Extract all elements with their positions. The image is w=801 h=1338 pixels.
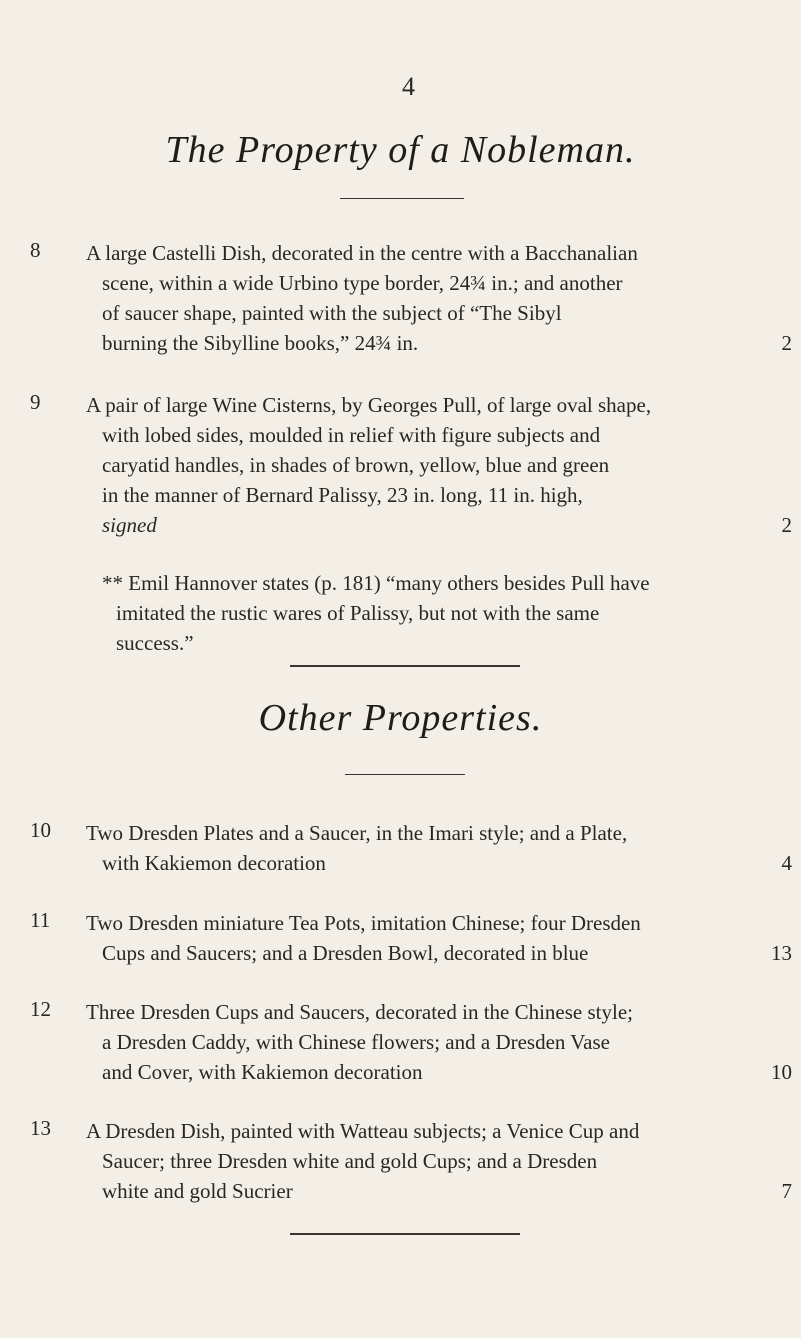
lot-line: A Dresden Dish, painted with Watteau subjects; a Venice Cup and — [86, 1119, 640, 1143]
lot-quantity: 7 — [781, 1179, 792, 1203]
lot-line: Saucer; three Dresden white and gold Cups; and a Dresden — [102, 1149, 598, 1173]
lot-quantity: 2 — [781, 513, 792, 537]
page-number: 4 — [402, 72, 415, 101]
lot-quantity: 2 — [781, 331, 792, 355]
lot-line: caryatid handles, in shades of brown, yellow, blue and green — [102, 453, 610, 477]
lot-quantity: 13 — [771, 941, 792, 965]
lot-line: with Kakiemon decoration — [102, 851, 326, 875]
lot-description — [86, 908, 792, 968]
lot-number: 11 — [30, 908, 51, 932]
lot-line: scene, within a wide Urbino type border, 24¾ in.; and another — [102, 271, 623, 295]
heading-underline — [345, 774, 465, 775]
lot-number: 12 — [30, 997, 51, 1021]
lot-description — [86, 1116, 792, 1206]
lot-description — [86, 238, 792, 358]
lot-line: Cups and Saucers; and a Dresden Bowl, decorated in blue — [102, 941, 589, 965]
lot-number: 13 — [30, 1116, 51, 1140]
lot-line: in the manner of Bernard Palissy, 23 in. long, 11 in. high, — [102, 483, 583, 507]
section-heading-nobleman: The Property of a Nobleman. — [165, 129, 636, 171]
lot-description — [86, 997, 792, 1087]
lot-line: white and gold Sucrier — [102, 1179, 293, 1203]
lot-line: a Dresden Caddy, with Chinese flowers; and a Dresden Vase — [102, 1030, 610, 1054]
divider — [290, 665, 520, 667]
lot-line: burning the Sibylline books,” 24¾ in. — [102, 331, 419, 355]
lot-line: Two Dresden miniature Tea Pots, imitation Chinese; four Dresden — [86, 911, 641, 935]
lot-number: 8 — [30, 238, 41, 262]
note-line: imitated the rustic wares of Palissy, but not with the same — [116, 601, 600, 625]
lot-line: A large Castelli Dish, decorated in the centre with a Bacchanalian — [86, 241, 638, 265]
lot-line: with lobed sides, moulded in relief with figure subjects and — [102, 423, 601, 447]
divider — [290, 1233, 520, 1235]
note-line: ** Emil Hannover states (p. 181) “many others besides Pull have — [102, 571, 650, 595]
lot-description — [86, 818, 792, 878]
lot-quantity: 10 — [771, 1060, 792, 1084]
section-heading-other: Other Properties. — [258, 697, 543, 739]
lot-number: 9 — [30, 390, 41, 414]
note-line: success.” — [116, 631, 194, 655]
lot-line: of saucer shape, painted with the subject of “The Sibyl — [102, 301, 562, 325]
heading-underline — [340, 198, 464, 199]
lot-quantity: 4 — [781, 851, 792, 875]
lot-line: A pair of large Wine Cisterns, by Georges Pull, of large oval shape, — [86, 393, 652, 417]
lot-description — [86, 390, 792, 540]
lot-line: Two Dresden Plates and a Saucer, in the Imari style; and a Plate, — [86, 821, 628, 845]
lot-number: 10 — [30, 818, 51, 842]
footnote — [102, 568, 792, 658]
lot-line: signed — [102, 513, 157, 537]
lot-line: and Cover, with Kakiemon decoration — [102, 1060, 423, 1084]
lot-line: Three Dresden Cups and Saucers, decorated in the Chinese style; — [86, 1000, 633, 1024]
